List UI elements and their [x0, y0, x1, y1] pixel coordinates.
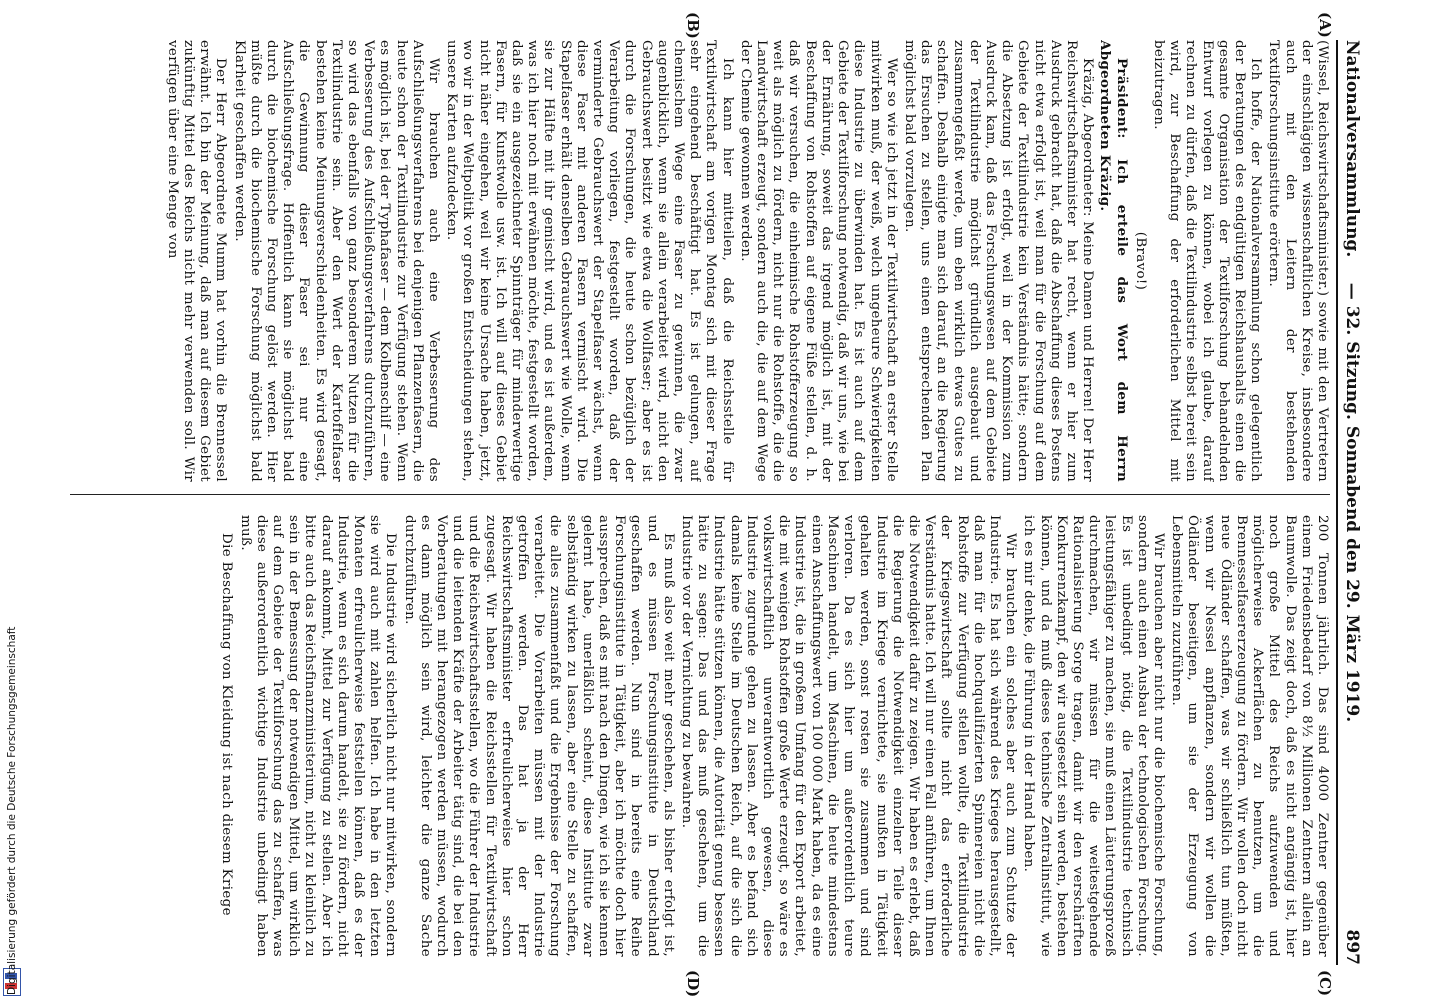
- paragraph: Die Industrie wird sicherlich nicht nur mitwirken, sondern sie wird auch mit zahlen helfen. Ich habe in den letzten Monaten erfreulicherweise feststellen können, daß es der Industrie, wenn es sich darum handelt, sie zu fördern, nicht darauf ankommt, Mittel zur Verfügung zu stellen. Aber ich bitte auch das Reichsfinanzministerium, nicht zu kleinlich zu sein in der Bemessung der notwendigen Mittel, um wirklich auf dem Gebiete der Textilforschung das zu schaffen, was diese außerordentlich wichtige Industrie unbedingt haben muß.: [237, 515, 399, 957]
- left-column: [70, 40, 1330, 482]
- paragraph: Kräzig, Abgeordneter: Meine Damen und Herren! Der Herr Reichswirtschaftsminister hat recht, wenn er hier zum Ausdruck gebracht hat, daß die Abschaffung dieses Postens nicht etwa erfolgt ist, weil man für die Forschung auf dem Gebiete der Textilindustrie kein Verständnis hätte; sondern die Absetzung ist erfolgt, weil in der Kommission zum Ausdruck kam, daß das Forschungswesen auf dem Gebiete der Textilindustrie möglichst gründlich ausgebaut und zusammengefaßt werde, um eben wirklich etwas Gutes zu schaffen. Deshalb einigte man sich darauf, an die Regierung das Ersuchen zu stellen, uns einen entsprechenden Plan möglichst bald vorzulegen.: [901, 40, 1096, 482]
- page-header: [1336, 40, 1362, 965]
- paragraph: Es muß also weit mehr geschehen, als bisher erfolgt ist, und es müssen Forschungsinstitute in Deutschland geschaffen werden. Nun sind in bereits eine Reihe Forschungsinstitute in Tätigkeit, aber ich möchte doch hier aussprechen, daß es mit nach den Dingen, wie ich sie kennen gelernt habe, unerläßlich scheint, diese Institute zwar selbständig wirken zu lassen, aber eine Stelle zu schaffen, die alles zusammenfaßt und die Ergebnisse der Forschung verarbeitet. Die Vorarbeiten müssen mit der Industrie getroffen werden. Das hat ja der Herr Reichswirtschaftsminister erfreulicherweise hier schon zugesagt. Wir haben die Reichsstellen für Textilwirtschaft und die Reichswirtschaftsstellen, wo die Führer der Industrie und die leitenden Kräfte der Arbeiter tätig sind, die bei den Vorberatungen mit herangezogen werden müssen, wodurch es dann möglich sein wird, leichter die ganze Sache durchzuführen.: [401, 515, 676, 957]
- paragraph: Ich kann hier mitteilen, daß die Reichsstelle für Textilwirtschaft am vorigen Montag sich mit dieser Frage sehr eingehend beschäftigt hat. Es ist gelungen, auf chemischem Wege eine Faser zu gewinnen, die zwar augenblicklich, wenn sie allein verarbeitet wird, nicht den Gebrauchswert besitzt wie etwa die Wollfaser; aber es ist durch die Forschungen, die heute schon bezüglich der Verarbeitung vorliegen, festgestellt worden, daß der verminderte Gebrauchswert der Stapelfaser wächst, wenn diese Faser mit anderen Fasern vermischt wird. Die Stapelfaser erhält denselben Gebrauchswert wie Wolle, wenn sie zur Hälfte mit ihr gemischt wird, und es ist außerdem, was ich hier noch mit erwähnen möchte, festgestellt worden, daß sie ein ausgezeichneter Spinnträger für minderwertige Fasern, für Kunstwolle usw. ist. Ich will auf dieses Gebiet nicht näher eingehen, weil wir keine Ursache haben, jetzt, wo wir in der Weltpolitik vor großen Entscheidungen stehen, unsere Karten aufzudecken.: [444, 40, 735, 482]
- header-session: — 32. Sitzung. Sonnabend den 29. März 1919.: [1342, 282, 1362, 723]
- paragraph-applause: (Bravo!): [1132, 231, 1148, 291]
- page-number: 897: [1342, 929, 1362, 965]
- margin-marker-c: (C): [1316, 970, 1334, 997]
- paragraph: Wer so wie ich jetzt in der Textilwirtschaft an erster Stelle mitwirken muß, der weiß, welch ungeheure Schwierigkeiten diese Industrie zu überwinden hat. Es ist auch auf dem Gebiete der Textilforschung notwendig, daß wir uns, wie bei der Ernährung, soweit das irgend möglich ist, mit der Beschaffung von Rohstoffen auf eigene Füße stellen, d. h. daß wir versuchen, die einheimische Rohstofferzeugung so weit als möglich zu fördern, nicht nur die Rohstoffe, die die Landwirtschaft erzeugt, sondern auch die, die auf dem Wege der Chemie gewonnen werden.: [737, 40, 899, 482]
- paragraph: Die Beschaffung von Kleidung ist nach diesem Kriege: [219, 533, 235, 916]
- column-divider: [70, 494, 1330, 495]
- digitization-credit: Digitalisierung gefördert durch die Deutsche Forschungsgemeinschaft: [6, 626, 18, 995]
- right-column: [70, 515, 1330, 957]
- header-title: Nationalversammlung.: [1342, 40, 1362, 258]
- paragraph: Wir brauchen auch eine Verbesserung des Aufschließungsverfahrens bei denjenigen Pflanzenfasern, die heute schon der Textilindustrie zur Verfügung stehen. Wenn es möglich ist, bei der Typhafaser — dem Kolbenschilf — eine Verbesserung des Aufschließungsverfahrens durchzuführen, so wird das ebenfalls von ganz besonderem Nutzen für die Textilindustrie sein. Aber den Wert der Kartoffelfaser bestehen keine Meinungsverschiedenheiten. Es wird gesagt, die Gewinnung dieser Faser sei nur eine Aufschließungsfrage. Hoffentlich kann sie möglichst bald durch die biochemische Forschung gelöst werden. Hier müßte durch die biochemische Forschung möglichst bald Klarheit geschaffen werden.: [231, 40, 442, 482]
- paragraph: (Wissel, Reichswirtschaftsminister.) sowie mit den Vertretern der einschlägigen wissenschaftlichen Kreise, insbesondere auch mit den Leitern der bestehenden Textilforschungsinstitute erörtern.: [1266, 40, 1330, 482]
- paragraph: Wir brauchen ein solches aber auch zum Schutze der Industrie. Es hat sich während des Krieges herausgestellt, daß man für die hochqualifizierten Spinnereien nicht die Rohstoffe zur Verfügung stellen wollte, die Textilindustrie der Kriegswirtschaft sollte nicht das erforderliche Verständnis hatte. Ich will nur einen Fall anführen, um Ihnen die Notwendigkeit dafür zu zeigen. Wir haben es erlebt, daß die Regierung die Notwendigkeit einzelner Teile dieser Industrie im Kriege vernichtete, sie mußten in Tätigkeit gehalten werden, sonst rosten sie zusammen und sind verloren. Da es sich hier um außerordentlich teure Maschinen handelt, um Maschinen, die heute mindestens einen Anschaffungswert von 100 000 Mark haben, da es eine Industrie ist, die in großem Umfang für den Export arbeitet, die mit wenigen Rohstoffen große Werte erzeugt, so wäre es volkswirtschaftlich unverantwortlich gewesen, diese Industrie zugrunde gehen zu lassen. Aber es befand sich damals keine Stelle im Deutschen Reich, auf die sich die Industrie hätte stützen können, die Autorität genug besessen hätte zu sagen: Das und das muß geschehen, um die Industrie vor der Vernichtung zu bewahren.: [679, 515, 1019, 957]
- margin-marker-a: (A): [1316, 12, 1334, 38]
- paragraph: Wir brauchen aber nicht nur die biochemische Forschung, sondern auch einen Ausbau der technologischen Forschung. Es ist unbedingt nötig, die Textilindustrie technisch leistungsfähiger zu machen, sie muß einen Läuterungsprozeß durchmachen, wir müssen für die weitestgehende Rationalisierung Sorge tragen, damit wir den verschärften Konkurrenzkampf, den wir ausgesetzt sein werden, bestehen können, und da muß dieses technische Zentralinstitut, wie ich es mir denke, die Führung in der Hand haben.: [1021, 515, 1166, 957]
- margin-marker-d: (D): [684, 970, 702, 998]
- paragraph: 200 Tonnen jährlich. Das sind 4000 Zentner gegenüber einem Friedensbedarf von 8½ Millionen Zentnern allein an Baumwolle. Das zeigt doch, daß es nicht angängig ist, hier noch große Mittel des Reichs aufzuwenden und möglicherweise Ackerflächen zu benutzen, um die Brennesselfasererzeugung zu fördern. Wir wollen doch nicht neue Ödländer schaffen, was wir schließlich tun müßten, wenn wir Nessel anpflanzen, sondern wir wollen die Ödländer beseitigen, um sie der Erzeugung von Lebensmitteln zuzuführen.: [1169, 515, 1330, 957]
- paragraph: Der Herr Abgeordnete Mumm hat vorhin die Brennessel erwähnt. Ich bin der Meinung, daß man auf diesem Gebiet zukünftig Mittel des Reichs nicht mehr verwenden soll. Wir verfügen über eine Menge von: [164, 40, 229, 482]
- paragraph-president: Präsident: Ich erteile das Wort dem Herrn Abgeordneten Kräzig.: [1097, 40, 1130, 482]
- paragraph: Ich hoffe, der Nationalversammlung schon gelegentlich der Beratungen des endgültigen Reichshaushalts einen die gesamte Organisation der Textilforschung behandelnden Entwurf vorlegen zu können, wobei ich glaube, darauf rechnen zu dürfen, daß die Textilindustrie selbst bereit sein wird, zur Beschaffung der erforderlichen Mittel mit beizutragen.: [1150, 40, 1264, 482]
- margin-marker-b: (B): [684, 12, 702, 39]
